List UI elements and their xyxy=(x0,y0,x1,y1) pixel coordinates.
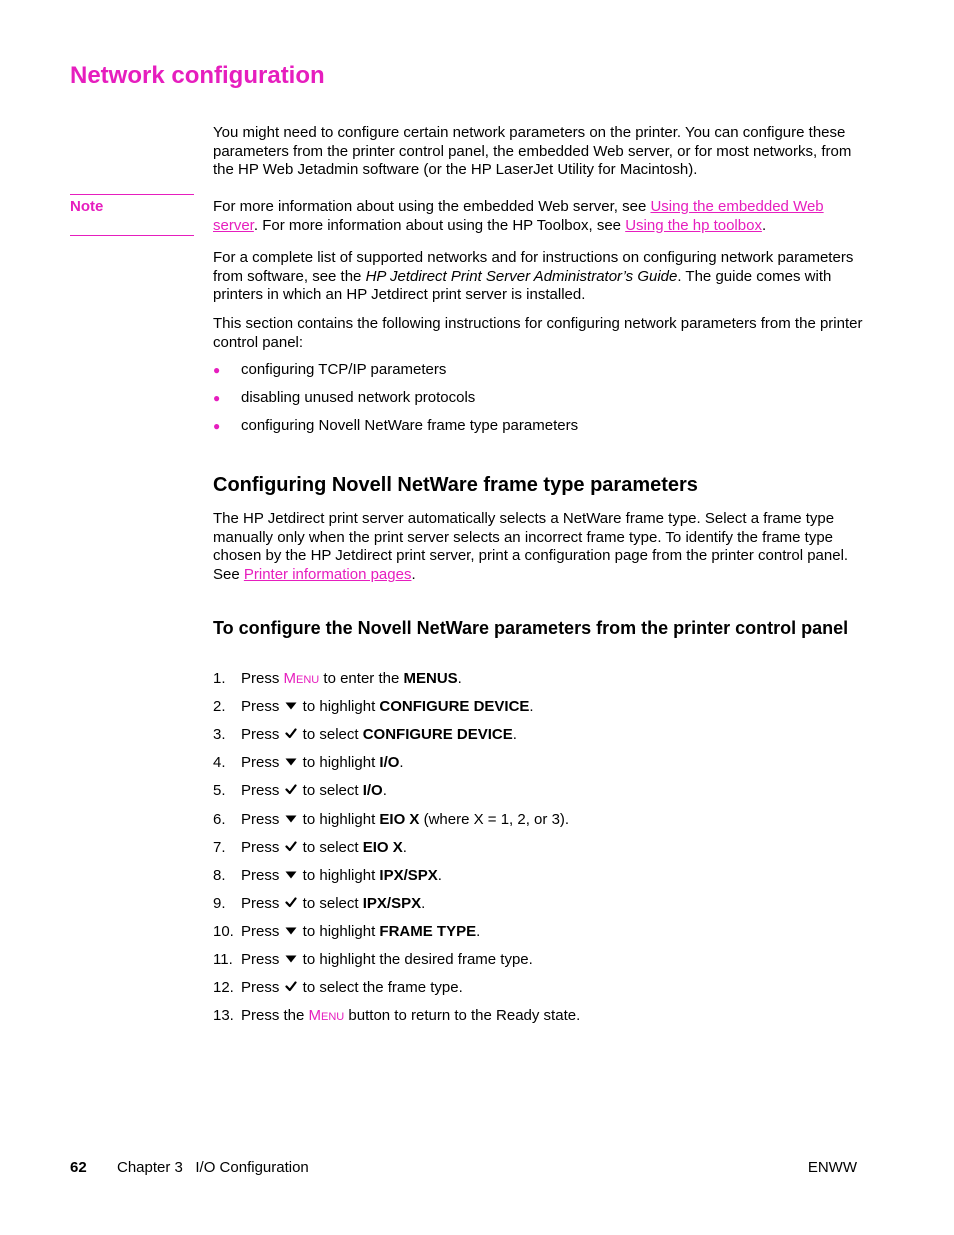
down-arrow-icon xyxy=(285,754,297,772)
step-text: Press xyxy=(241,726,284,744)
step-item xyxy=(213,923,480,941)
step-text: to select xyxy=(298,782,363,800)
footer-code: ENWW xyxy=(807,1159,857,1176)
step-number: 12. xyxy=(213,979,234,997)
step-number: 11. xyxy=(213,951,233,968)
step-text: to highlight the desired frame type. xyxy=(298,951,533,968)
checkmark-icon xyxy=(285,782,297,800)
list-item xyxy=(213,361,446,379)
down-arrow-icon xyxy=(285,951,297,969)
step-number: 4. xyxy=(213,754,226,772)
step-text: Press xyxy=(241,838,284,856)
page-title: Network configuration xyxy=(70,62,325,89)
bullet-icon: ● xyxy=(213,363,221,377)
section-para-text-1: The HP Jetdirect print server automatically selects a NetWare frame type. Select a frame type manually only when the print server selects an incorrect frame type. To identify the frame type chosen by the HP Jetdirect print server, print a configuration page from the printer control panel. See xyxy=(213,510,849,584)
step-text: Press xyxy=(241,979,284,997)
step-text: . xyxy=(512,726,517,744)
step-text: Press xyxy=(241,922,284,940)
step-text: Press xyxy=(241,670,284,687)
step-menu-item: CONFIGURE DEVICE xyxy=(362,726,513,744)
step-text: to select xyxy=(298,838,363,856)
list-item xyxy=(213,417,578,435)
para-2-text-1: For a complete list of supported networks and for instructions on configuring network parameters from software, see the xyxy=(213,249,854,285)
step-item xyxy=(213,979,463,997)
menu-button-label: Menu xyxy=(283,670,320,687)
step-number: 2. xyxy=(213,698,226,716)
step-item xyxy=(213,839,407,857)
step-number: 13. xyxy=(213,1007,234,1025)
section-paragraph xyxy=(213,510,863,585)
step-menu-item: CONFIGURE DEVICE xyxy=(379,698,530,716)
down-arrow-icon xyxy=(285,867,297,885)
step-number: 1. xyxy=(213,670,226,687)
step-item xyxy=(213,895,425,913)
step-menu-item: FRAME TYPE xyxy=(379,922,477,940)
bullet-icon: ● xyxy=(213,391,221,405)
section-heading: Configuring Novell NetWare frame type parameters xyxy=(213,474,698,496)
link-hp-toolbox[interactable]: Using the hp toolbox xyxy=(625,216,762,234)
para-2-text-2: . The guide comes with printers in which an HP Jetdirect print server is installed. xyxy=(213,267,832,304)
step-text: . xyxy=(457,670,462,687)
note-paragraph xyxy=(213,198,863,235)
menu-button-label: Menu xyxy=(308,1007,345,1025)
step-text: to highlight xyxy=(298,754,380,772)
step-text: Press xyxy=(241,754,284,772)
down-arrow-icon xyxy=(285,698,297,716)
note-text-3: . xyxy=(761,216,767,234)
step-text: to enter the xyxy=(319,670,404,687)
step-item xyxy=(213,811,569,829)
note-label: Note xyxy=(70,198,104,215)
footer-chapter: Chapter 3 I/O Configuration xyxy=(117,1159,309,1176)
step-number: 7. xyxy=(213,838,226,856)
step-number: 5. xyxy=(213,782,226,800)
step-item xyxy=(213,754,404,772)
admin-guide-title: HP Jetdirect Print Server Administrator’s Guide xyxy=(365,267,678,285)
step-text: Press xyxy=(241,698,284,716)
step-text: Press xyxy=(241,810,284,828)
step-menu-item: IPX/SPX xyxy=(379,866,438,884)
step-text: to highlight xyxy=(298,810,380,828)
bullet-icon: ● xyxy=(213,419,221,433)
down-arrow-icon xyxy=(285,923,297,941)
checkmark-icon xyxy=(285,726,297,744)
step-menu-item: EIO X xyxy=(362,838,403,856)
step-text: Press xyxy=(241,782,284,800)
step-item xyxy=(213,1007,580,1025)
step-text: . xyxy=(476,922,481,940)
step-text: button to return to the Ready state. xyxy=(344,1007,581,1025)
link-printer-information-pages[interactable]: Printer information pages xyxy=(243,566,412,584)
step-text: to highlight xyxy=(298,866,380,884)
step-menu-item: IPX/SPX xyxy=(362,894,422,912)
note-bottom-rule xyxy=(70,235,194,236)
step-text: (where X = 1, 2, or 3). xyxy=(419,810,570,828)
step-item xyxy=(213,726,517,744)
checkmark-icon xyxy=(285,839,297,857)
step-text: . xyxy=(399,754,404,772)
step-text: . xyxy=(382,782,387,800)
step-menu-item: EIO X xyxy=(379,810,420,828)
step-item xyxy=(213,951,533,969)
bullet-text: disabling unused network protocols xyxy=(241,389,476,406)
step-item xyxy=(213,670,462,688)
section-contents-paragraph: This section contains the following instructions for configuring network parameters from the printer control panel: xyxy=(213,315,863,351)
section-para-text-2: . xyxy=(411,566,416,584)
bullet-text: configuring TCP/IP parameters xyxy=(241,361,447,378)
step-number: 9. xyxy=(213,894,226,912)
checkmark-icon xyxy=(285,979,297,997)
step-text: to highlight xyxy=(298,698,380,716)
footer-page-number: 62 xyxy=(70,1159,87,1176)
step-number: 6. xyxy=(213,810,226,828)
step-number: 8. xyxy=(213,866,226,884)
step-text: . xyxy=(421,894,426,912)
step-text: . xyxy=(402,838,407,856)
link-embedded-web-server[interactable]: Using the embedded Web server xyxy=(213,198,824,234)
step-number: 10. xyxy=(213,922,234,940)
note-text-1: For more information about using the embedded Web server, see xyxy=(213,198,651,215)
subsection-heading: To configure the Novell NetWare parameters from the printer control panel xyxy=(213,618,849,638)
step-text: to select xyxy=(298,894,363,912)
note-text-2: . For more information about using the HP Toolbox, see xyxy=(253,216,626,234)
checkmark-icon xyxy=(285,895,297,913)
step-text: Press xyxy=(241,894,284,912)
step-number: 3. xyxy=(213,726,226,744)
step-text: to select the frame type. xyxy=(298,979,463,997)
step-menu-item: I/O xyxy=(379,754,400,772)
down-arrow-icon xyxy=(285,811,297,829)
step-text: . xyxy=(529,698,534,716)
supported-networks-paragraph xyxy=(213,249,863,305)
intro-paragraph: You might need to configure certain network parameters on the printer. You can configure these parameters from the printer control panel, the embedded Web server, or for most networks, from the HP Web Jetadmin software (or the HP LaserJet Utility for Macintosh). xyxy=(213,124,852,179)
step-item xyxy=(213,782,387,800)
step-text: Press the xyxy=(241,1007,309,1025)
note-top-rule xyxy=(70,194,194,195)
step-text: Press xyxy=(241,951,284,968)
step-text: Press xyxy=(241,866,284,884)
step-text: to highlight xyxy=(298,922,380,940)
step-item xyxy=(213,698,534,716)
step-item xyxy=(213,867,442,885)
step-text: to select xyxy=(298,726,363,744)
step-text: . xyxy=(437,866,442,884)
step-menu-item: MENUS xyxy=(403,670,458,687)
step-menu-item: I/O xyxy=(362,782,383,800)
bullet-text: configuring Novell NetWare frame type parameters xyxy=(241,417,579,434)
list-item xyxy=(213,389,475,407)
